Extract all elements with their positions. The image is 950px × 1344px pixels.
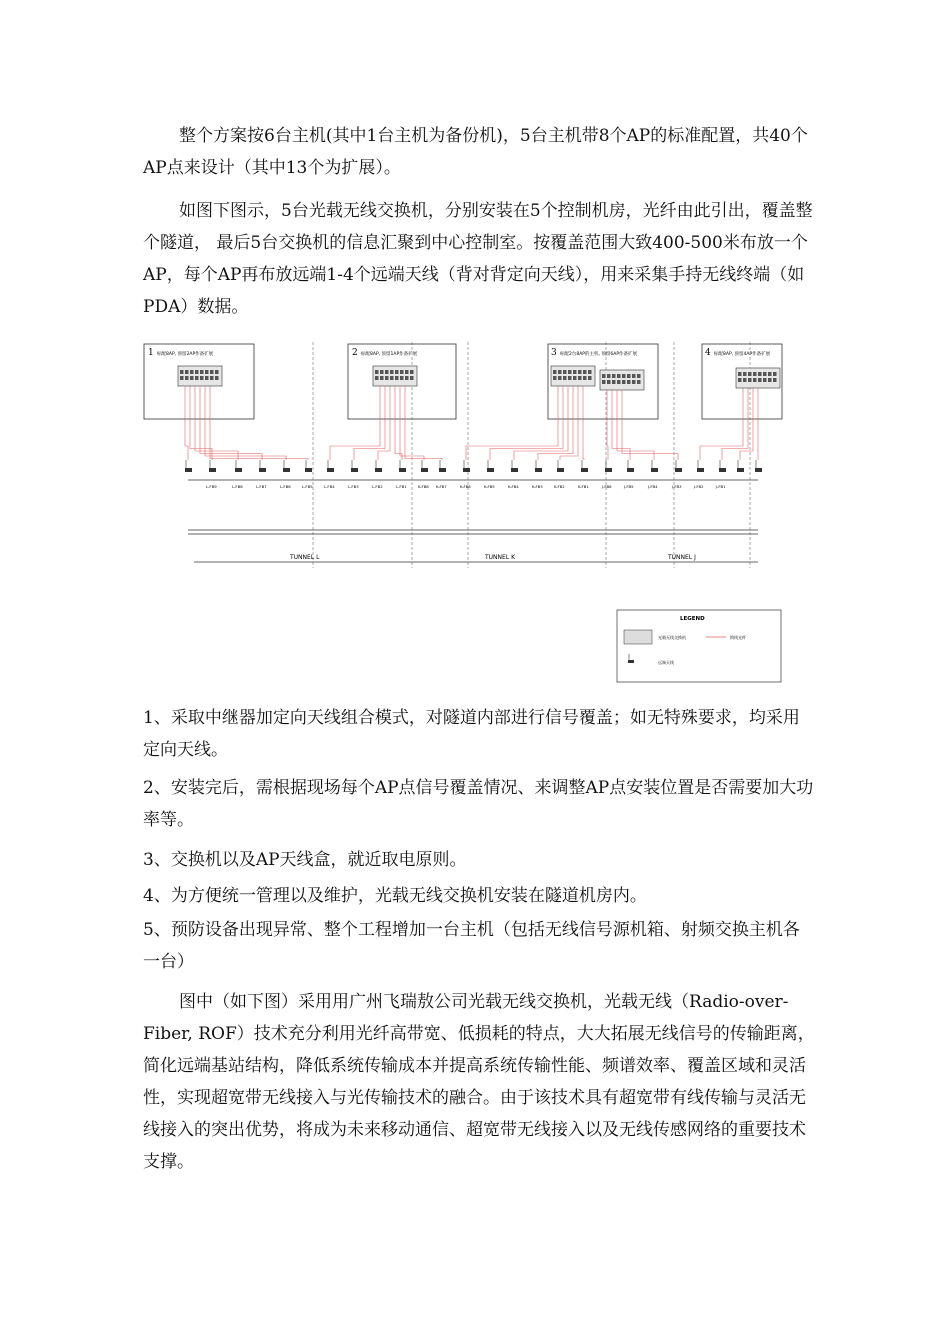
- fiber-line: [210, 386, 308, 460]
- ap-label: K-FB2: [554, 484, 565, 489]
- tunnel-baseline: [188, 480, 758, 562]
- ap-label: L-FB8: [232, 484, 243, 489]
- fiber-line: [466, 386, 558, 460]
- ap-label: L-FB7: [256, 484, 267, 489]
- svg-text:标配8AP, 预留4AP作备扩展: 标配8AP, 预留4AP作备扩展: [714, 352, 771, 357]
- svg-text:标配2台8AP的主机, 预留6AP作备扩展: 标配2台8AP的主机, 预留6AP作备扩展: [560, 352, 638, 357]
- paragraph-layout: 如图下图示，5台光载无线交换机，分别安装在5个控制机房，光纤由此引出，覆盖整个隧道， 最后5台交换机的信息汇聚到中心控制室。按覆盖范围大致400-500米布放一个AP，每个AP再布放远端1-4个远端天线（背对背定向天线），用来采集手持无线终端（如PDA）数据。: [143, 201, 813, 317]
- legend-box: [617, 610, 781, 682]
- antenna-icon: [351, 468, 358, 472]
- fiber-line: [330, 386, 380, 460]
- antenna-icon: [557, 468, 564, 472]
- svg-text:1: 1: [148, 348, 154, 358]
- antenna-icon: [327, 468, 334, 472]
- ap-label: K-FB3: [532, 484, 543, 489]
- antenna-icon: [719, 468, 726, 472]
- antenna-icon: [375, 468, 382, 472]
- antenna-icon: [697, 468, 704, 472]
- ap-label: L-FB1: [396, 484, 407, 489]
- ap-label: J-FB1: [716, 484, 726, 489]
- fiber-line: [583, 386, 584, 460]
- svg-text:标配8AP, 预留1AP作备扩展: 标配8AP, 预留1AP作备扩展: [361, 352, 418, 357]
- antenna-icon: [399, 468, 406, 472]
- antenna-icon: [305, 468, 312, 472]
- ap-label: K-FB6: [460, 484, 471, 489]
- ap-label: L-FB5: [302, 484, 313, 489]
- fiber-line: [395, 386, 402, 460]
- fiber-line: [722, 388, 748, 460]
- antenna-icon: [283, 468, 290, 472]
- svg-text:TUNNEL J: TUNNEL J: [668, 554, 696, 561]
- fiber-line: [490, 386, 563, 460]
- fiber-line: [200, 386, 262, 460]
- fiber-line: [700, 388, 743, 460]
- svg-text:4: 4: [705, 348, 711, 358]
- list-item-2: 2、安装完后，需根据现场每个AP点信号覆盖情况、来调整AP点安装位置是否需要加大功率等。: [143, 778, 814, 830]
- list-item-4: 4、为方便统一管理以及维护，光载无线交换机安装在隧道机房内。: [143, 886, 647, 906]
- antenna-icon: [737, 468, 744, 472]
- paragraph-rof: 图中（如下图）采用用广州飞瑞敖公司光载无线交换机，光载无线（Radio-over-Fiber, ROF）技术充分利用光纤高带宽、低损耗的特点，大大拓展无线信号的传输距离，简化远端基站结构，降低系统传输成本并提高系统传输性能、频谱效率、覆盖区域和灵活性，实现超宽带无线接入与光传输技术的融合。由于该技术具有超宽带有线传输与灵活无线接入的突出优势，将成为未来移动通信、超宽带无线接入以及无线传感网络的重要技术支撑。: [143, 992, 815, 1172]
- ap-label: K-FB4: [508, 484, 519, 489]
- ap-label: K-FB7: [436, 484, 447, 489]
- svg-text:3: 3: [551, 348, 557, 358]
- antenna-icon: [185, 468, 192, 472]
- antenna-icon: [487, 468, 494, 472]
- fiber-line: [514, 386, 568, 460]
- antenna-icon: [651, 468, 658, 472]
- fiber-line: [190, 386, 212, 460]
- svg-text:LEGEND: LEGEND: [680, 616, 705, 622]
- antenna-icon: [675, 468, 682, 472]
- fiber-line: [205, 386, 286, 460]
- ap-label: J-FB2: [694, 484, 704, 489]
- svg-text:TUNNEL L: TUNNEL L: [290, 554, 320, 561]
- svg-text:TUNNEL K: TUNNEL K: [485, 554, 516, 561]
- antenna-icon: [209, 468, 216, 472]
- svg-text:标配8AP, 预留2AP作备扩展: 标配8AP, 预留2AP作备扩展: [157, 352, 214, 357]
- fiber-line: [195, 386, 238, 460]
- antenna-icon: [605, 468, 612, 472]
- antenna-icon: [439, 468, 446, 472]
- fiber-line: [354, 386, 385, 460]
- fiber-line: [185, 386, 188, 460]
- antenna-icon: [235, 468, 242, 472]
- ap-label: J-FB3: [672, 484, 682, 489]
- fiber-line: [612, 390, 630, 460]
- fiber-line: [607, 390, 608, 460]
- antenna-icon: [581, 468, 588, 472]
- ap-label: K-FB5: [484, 484, 495, 489]
- svg-text:远端天线: 远端天线: [658, 660, 674, 665]
- ap-label: J-FB5: [624, 484, 634, 489]
- antenna-icon: [627, 468, 634, 472]
- list-item-3: 3、交换机以及AP天线盒，就近取电原则。: [143, 850, 467, 870]
- antenna-icon: [535, 468, 542, 472]
- ap-label: K-FB1: [578, 484, 589, 489]
- ap-label: L-FB6: [280, 484, 291, 489]
- ap-label: J-FB6: [602, 484, 612, 489]
- antenna-icon: [511, 468, 518, 472]
- ap-label: L-FB2: [372, 484, 383, 489]
- list-item-5: 5、预防设备出现异常、整个工程增加一台主机（包括无线信号源机箱、射频交换主机各一台）: [143, 920, 800, 972]
- ap-label: L-FB9: [206, 484, 217, 489]
- ap-label: L-FB3: [348, 484, 359, 489]
- fiber-line: [405, 386, 442, 460]
- tunnel-labels: [289, 554, 696, 561]
- paragraph-plan: 整个方案按6台主机(其中1台主机为备份机)，5台主机带8个AP的标准配置，共40个AP点来设计（其中13个为扩展）。: [143, 126, 808, 178]
- list-item-1: 1、采取中继器加定向天线组合模式，对隧道内部进行信号覆盖；如无特殊要求，均采用定向天线。: [143, 708, 800, 760]
- fiber-line: [740, 388, 753, 460]
- tunnel-network-diagram: [140, 338, 790, 665]
- svg-text:2: 2: [352, 348, 358, 358]
- svg-text:馈线光纤: 馈线光纤: [730, 635, 746, 640]
- ap-label: J-FB4: [648, 484, 658, 489]
- ap-label: L-FB4: [324, 484, 335, 489]
- antenna-icon: [259, 468, 266, 472]
- antenna-icon: [755, 468, 762, 472]
- antenna-icon: [463, 468, 470, 472]
- ap-label: K-FB8: [418, 484, 429, 489]
- fiber-line: [622, 390, 678, 460]
- svg-text:光载无线交换机: 光载无线交换机: [658, 635, 686, 640]
- fiber-line: [617, 390, 654, 460]
- antenna-icon: [421, 468, 428, 472]
